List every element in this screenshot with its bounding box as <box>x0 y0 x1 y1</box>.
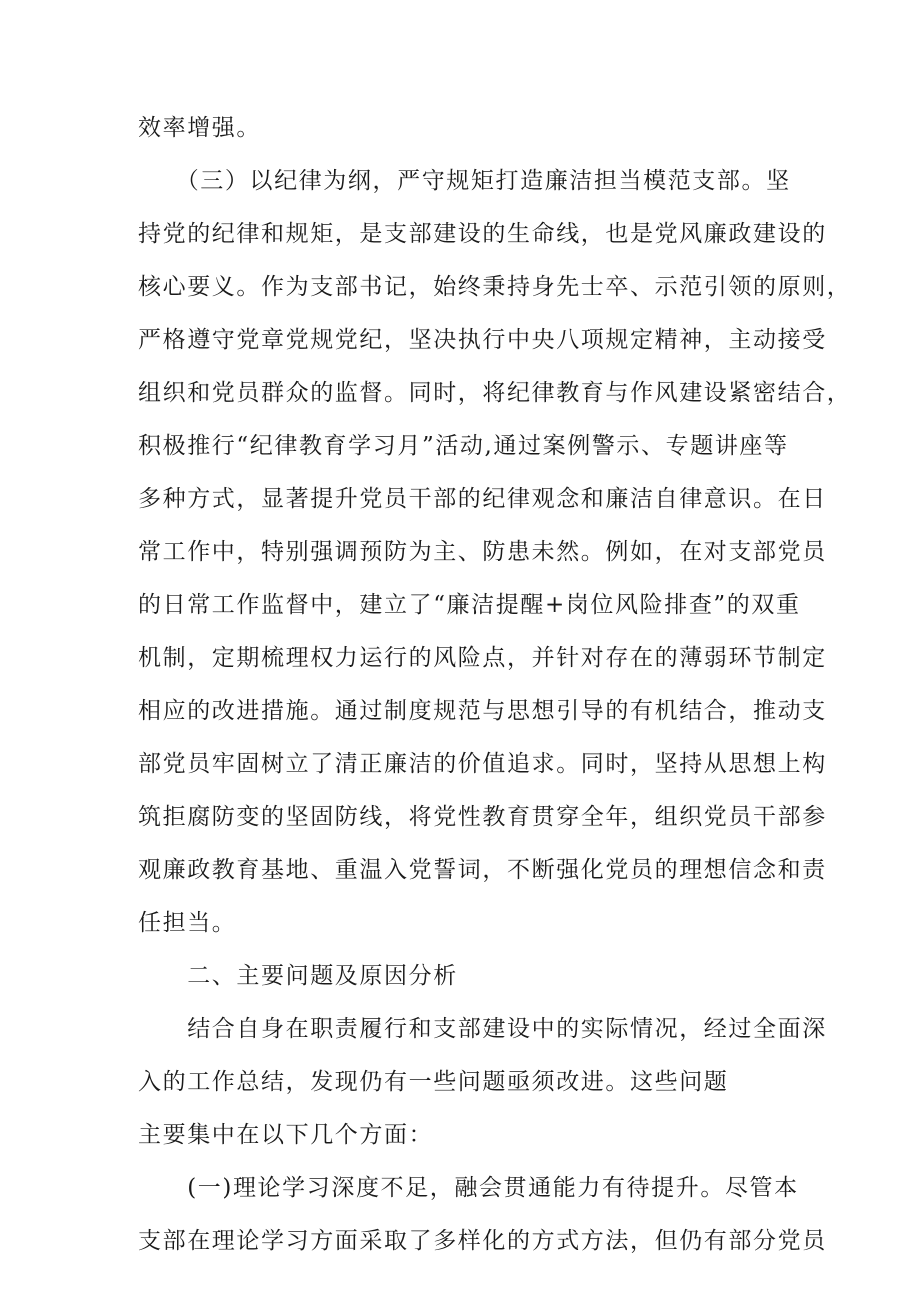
text-line-8: 多种方式，显著提升党员干部的纪律观念和廉洁自律意识。在日 <box>138 486 827 512</box>
text-line-22: 支部在理论学习方面采取了多样化的方式方法，但仍有部分党员 <box>138 1228 827 1254</box>
section-heading: 二、主要问题及原因分析 <box>138 963 458 989</box>
text-line-18: 结合自身在职责履行和支部建设中的实际情况，经过全面深 <box>138 1016 827 1042</box>
text-line-3: 持党的纪律和规矩，是支部建设的生命线，也是党风廉政建设的 <box>138 221 827 247</box>
text-line-13: 部党员牢固树立了清正廉洁的价值追求。同时，坚持从思想上构 <box>138 751 827 777</box>
text-line-12: 相应的改进措施。通过制度规范与思想引导的有机结合，推动支 <box>138 698 827 724</box>
text-line-15: 观廉政教育基地、重温入党誓词，不断强化党员的理想信念和责 <box>138 857 827 883</box>
text-line-2: （三）以纪律为纲，严守规矩打造廉洁担当模范支部。坚 <box>138 168 791 194</box>
text-line-1: 效率增强。 <box>138 115 261 141</box>
text-line-6: 组织和党员群众的监督。同时，将纪律教育与作风建设紧密结合， <box>138 380 852 406</box>
text-line-20: 主要集中在以下几个方面： <box>138 1122 434 1148</box>
text-line-10: 的日常工作监督中，建立了“廉洁提醒+岗位风险排查”的双重 <box>138 592 801 618</box>
text-line-19: 入的工作总结，发现仍有一些问题亟须改进。这些问题 <box>138 1069 729 1095</box>
text-line-7: 积极推行“纪律教育学习月”活动,通过案例警示、专题讲座等 <box>138 433 789 459</box>
text-line-9: 常工作中，特别强调预防为主、防患未然。例如，在对支部党员 <box>138 539 827 565</box>
subsection-heading-line: (一)理论学习深度不足，融会贯通能力有待提升。尽管本 <box>138 1175 799 1201</box>
text-line-4: 核心要义。作为支部书记，始终秉持身先士卒、示范引领的原则， <box>138 274 852 300</box>
text-line-14: 筑拒腐防变的坚固防线，将党性教育贯穿全年，组织党员干部参 <box>138 804 827 830</box>
text-line-16: 任担当。 <box>138 910 237 936</box>
text-line-5: 严格遵守党章党规党纪，坚决执行中央八项规定精神，主动接受 <box>138 327 827 353</box>
text-line-11: 机制，定期梳理权力运行的风险点，并针对存在的薄弱环节制定 <box>138 645 827 671</box>
